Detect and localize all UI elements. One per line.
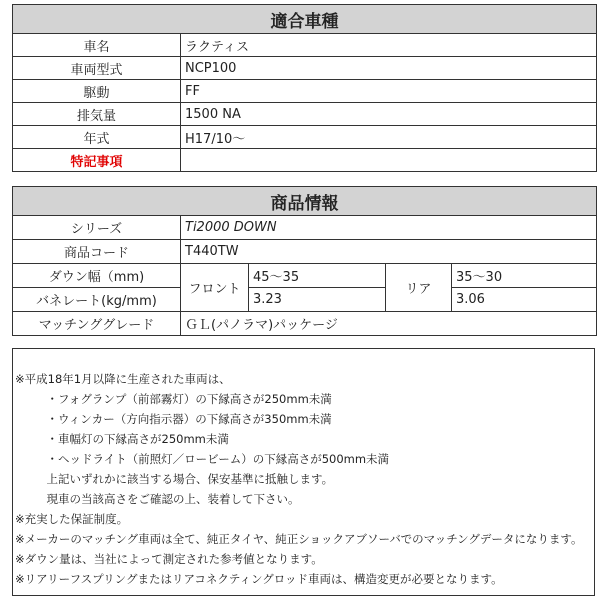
table-row — [13, 264, 597, 288]
fitment-title: 適合車種 — [13, 5, 597, 34]
car-name-value: ラクティス — [181, 34, 597, 57]
displacement-value: 1500 NA — [181, 103, 597, 126]
note-line: ・ヘッドライト（前照灯／ロービーム）の下縁高さが500mm未満 — [35, 452, 390, 466]
drive-label: 駆動 — [13, 80, 181, 103]
displacement-label: 排気量 — [13, 103, 181, 126]
table-row — [13, 57, 597, 80]
front-label: フロント — [181, 264, 249, 312]
note-line: ※充実した保証制度。 — [15, 512, 129, 526]
year-label: 年式 — [13, 126, 181, 149]
table-row — [13, 80, 597, 103]
spring-rate-label: バネレート(kg/mm) — [13, 288, 181, 312]
model-code-label: 車両型式 — [13, 57, 181, 80]
note-line: ※平成18年1月以降に生産された車両は、 — [15, 372, 231, 386]
note-line: ※メーカーのマッチング車両は全て、純正タイヤ、純正ショックアブソーバでのマッチングデータになります。 — [15, 532, 583, 546]
front-rate-value: 3.23 — [249, 288, 386, 312]
down-range-label: ダウン幅（mm) — [13, 264, 181, 288]
table-row — [13, 288, 597, 312]
table-row — [13, 149, 597, 172]
product-code-value: T440TW — [181, 240, 597, 264]
fitment-table — [12, 4, 597, 172]
model-code-value: NCP100 — [181, 57, 597, 80]
table-row — [13, 216, 597, 240]
product-code-label: 商品コード — [13, 240, 181, 264]
rear-label: リア — [386, 264, 452, 312]
special-notes-label: 特記事項 — [13, 149, 181, 172]
notes-box — [12, 348, 595, 596]
car-name-label: 車名 — [13, 34, 181, 57]
table-row — [13, 312, 597, 336]
note-line: 現車の当該高さをご確認の上、装着して下さい。 — [35, 492, 300, 506]
table-row — [13, 126, 597, 149]
note-line: ※リアリーフスプリングまたはリアコネクティングロッド車両は、構造変更が必要となります。 — [15, 572, 503, 586]
table-row — [13, 103, 597, 126]
drive-value: FF — [181, 80, 597, 103]
product-table — [12, 186, 597, 336]
note-line: ・車幅灯の下縁高さが250mm未満 — [35, 432, 229, 446]
series-value: Ti2000 DOWN — [181, 216, 597, 240]
year-value: H17/10～ — [181, 126, 597, 149]
product-title: 商品情報 — [13, 187, 597, 216]
table-row — [13, 34, 597, 57]
note-line: ※ダウン量は、当社によって測定された参考値となります。 — [15, 552, 323, 566]
matching-grade-value: ＧＬ(パノラマ)パッケージ — [181, 312, 597, 336]
note-line: ・ウィンカー（方向指示器）の下縁高さが350mm未満 — [35, 412, 332, 426]
note-line: 上記いずれかに該当する場合、保安基準に抵触します。 — [35, 472, 334, 486]
table-row — [13, 240, 597, 264]
front-down-value: 45～35 — [249, 264, 386, 288]
special-notes-value — [181, 149, 597, 172]
matching-grade-label: マッチンググレード — [13, 312, 181, 336]
rear-down-value: 35～30 — [452, 264, 597, 288]
series-label: シリーズ — [13, 216, 181, 240]
rear-rate-value: 3.06 — [452, 288, 597, 312]
note-line: ・フォグランプ（前部霧灯）の下縁高さが250mm未満 — [35, 392, 332, 406]
